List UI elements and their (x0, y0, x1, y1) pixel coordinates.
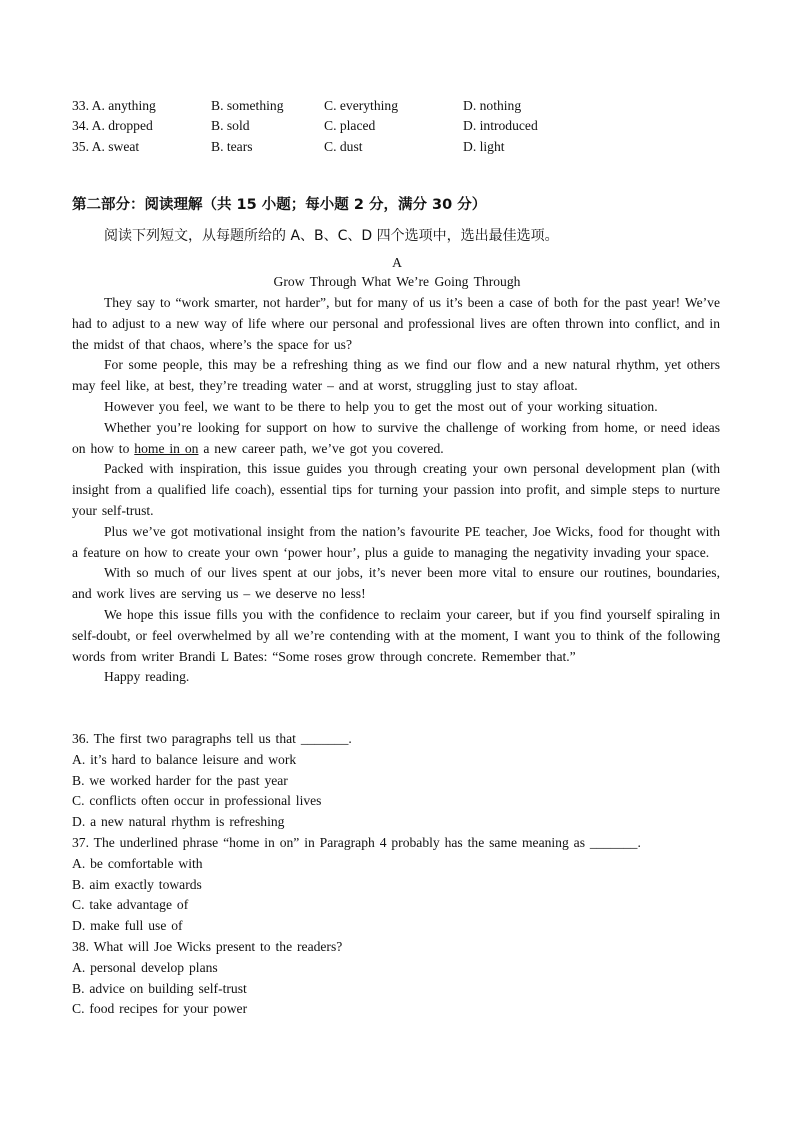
paragraph-1: They say to “work smarter, not harder”, but for many of us it’s been a case of both for the past year! We’ve had to adjust to a new way of life where our personal and professional lives are often thrown into conflict, and in the midst of that chaos, where’s the space for us? (72, 295, 720, 352)
option-35-c: C. dust (324, 139, 363, 154)
option-33-c: C. everything (324, 98, 398, 113)
question-36-option-d: D. a new natural rhythm is refreshing (72, 814, 285, 830)
paragraph-5: Packed with inspiration, this issue guides you through creating your own personal development plan (with insight from a qualified life coach), essential tips for turning your passion into profit, and simple steps to nurture your self-trust. (72, 461, 720, 518)
question-37-option-d: D. make full use of (72, 918, 183, 934)
paragraph-7: With so much of our lives spent at our jobs, it’s never been more vital to ensure our routines, boundaries, and work lives are serving us – we deserve no less! (72, 565, 720, 602)
question-37-stem: 37. The underlined phrase “home in on” in Paragraph 4 probably has the same meaning as _______. (72, 834, 641, 850)
question-38-stem: 38. What will Joe Wicks present to the readers? (72, 938, 343, 954)
question-37-option-a: A. be comfortable with (72, 855, 203, 871)
paragraph-4-end: a new career path, we’ve got you covered. (198, 440, 444, 456)
question-36-option-a: A. it’s hard to balance leisure and work (72, 751, 297, 767)
question-38-option-c: C. food recipes for your power (72, 1001, 248, 1017)
option-34-c: C. placed (324, 118, 376, 133)
option-33-d: D. nothing (463, 98, 522, 113)
paragraph-6: Plus we’ve got motivational insight from the nation’s favourite PE teacher, Joe Wicks, food for thought with a feature on how to create your own ‘power hour’, plus a guide to managing the negativity invading your space. (72, 523, 720, 560)
question-37-option-b: B. aim exactly towards (72, 876, 202, 892)
question-37-option-c: C. take advantage of (72, 897, 189, 913)
question-36-stem: 36. The first two paragraphs tell us that _______. (72, 731, 352, 746)
option-34-b: B. sold (211, 118, 250, 133)
passage-title: Grow Through What We’re Going Through (273, 274, 521, 289)
option-35-a: 35. A. sweat (72, 139, 140, 154)
option-34-d: D. introduced (463, 118, 538, 133)
paragraph-4 (72, 418, 720, 460)
paragraph-9: Happy reading. (104, 669, 190, 685)
option-33-b: B. something (211, 98, 284, 113)
questions-block (72, 729, 732, 1020)
question-36-option-c: C. conflicts often occur in professional lives (72, 793, 322, 809)
question-38-option-a: A. personal develop plans (72, 959, 218, 975)
paragraph-3: However you feel, we want to be there to help you to get the most out of your working situation. (104, 398, 658, 414)
paragraph-4-start: Whether you’re looking for support on how to survive the challenge of working from home, or need ideas on how to (72, 419, 720, 456)
section-title: 第二部分：阅读理解（共 15 小题；每小题 2 分，满分 30 分） (72, 197, 487, 213)
question-36-option-b: B. we worked harder for the past year (72, 772, 288, 788)
question-38-option-b: B. advice on building self-trust (72, 980, 247, 996)
option-35-d: D. light (463, 139, 505, 154)
paragraph-8: We hope this issue fills you with the confidence to reclaim your career, but if you find yourself spiraling in self-doubt, or feel overwhelmed by all we’re contending with at the moment, I want you to think of the following words from writer Brandi L Bates: “Some roses grow through concrete. Remember that.” (72, 606, 720, 664)
paragraph-2: For some people, this may be a refreshing thing as we find our flow and a new natural rhythm, yet others may feel like, at best, they’re treading water – and at worst, struggling just to stay afloat. (72, 357, 720, 394)
passage-letter: A (392, 255, 402, 270)
section-instruction: 阅读下列短文，从每题所给的 A、B、C、D 四个选项中，选出最佳选项。 (104, 228, 559, 244)
option-34-a: 34. A. dropped (72, 118, 153, 133)
option-33-a: 33. A. anything (72, 98, 156, 113)
passage-body (72, 293, 720, 688)
underlined-phrase: home in on (134, 440, 199, 456)
option-35-b: B. tears (211, 139, 253, 154)
